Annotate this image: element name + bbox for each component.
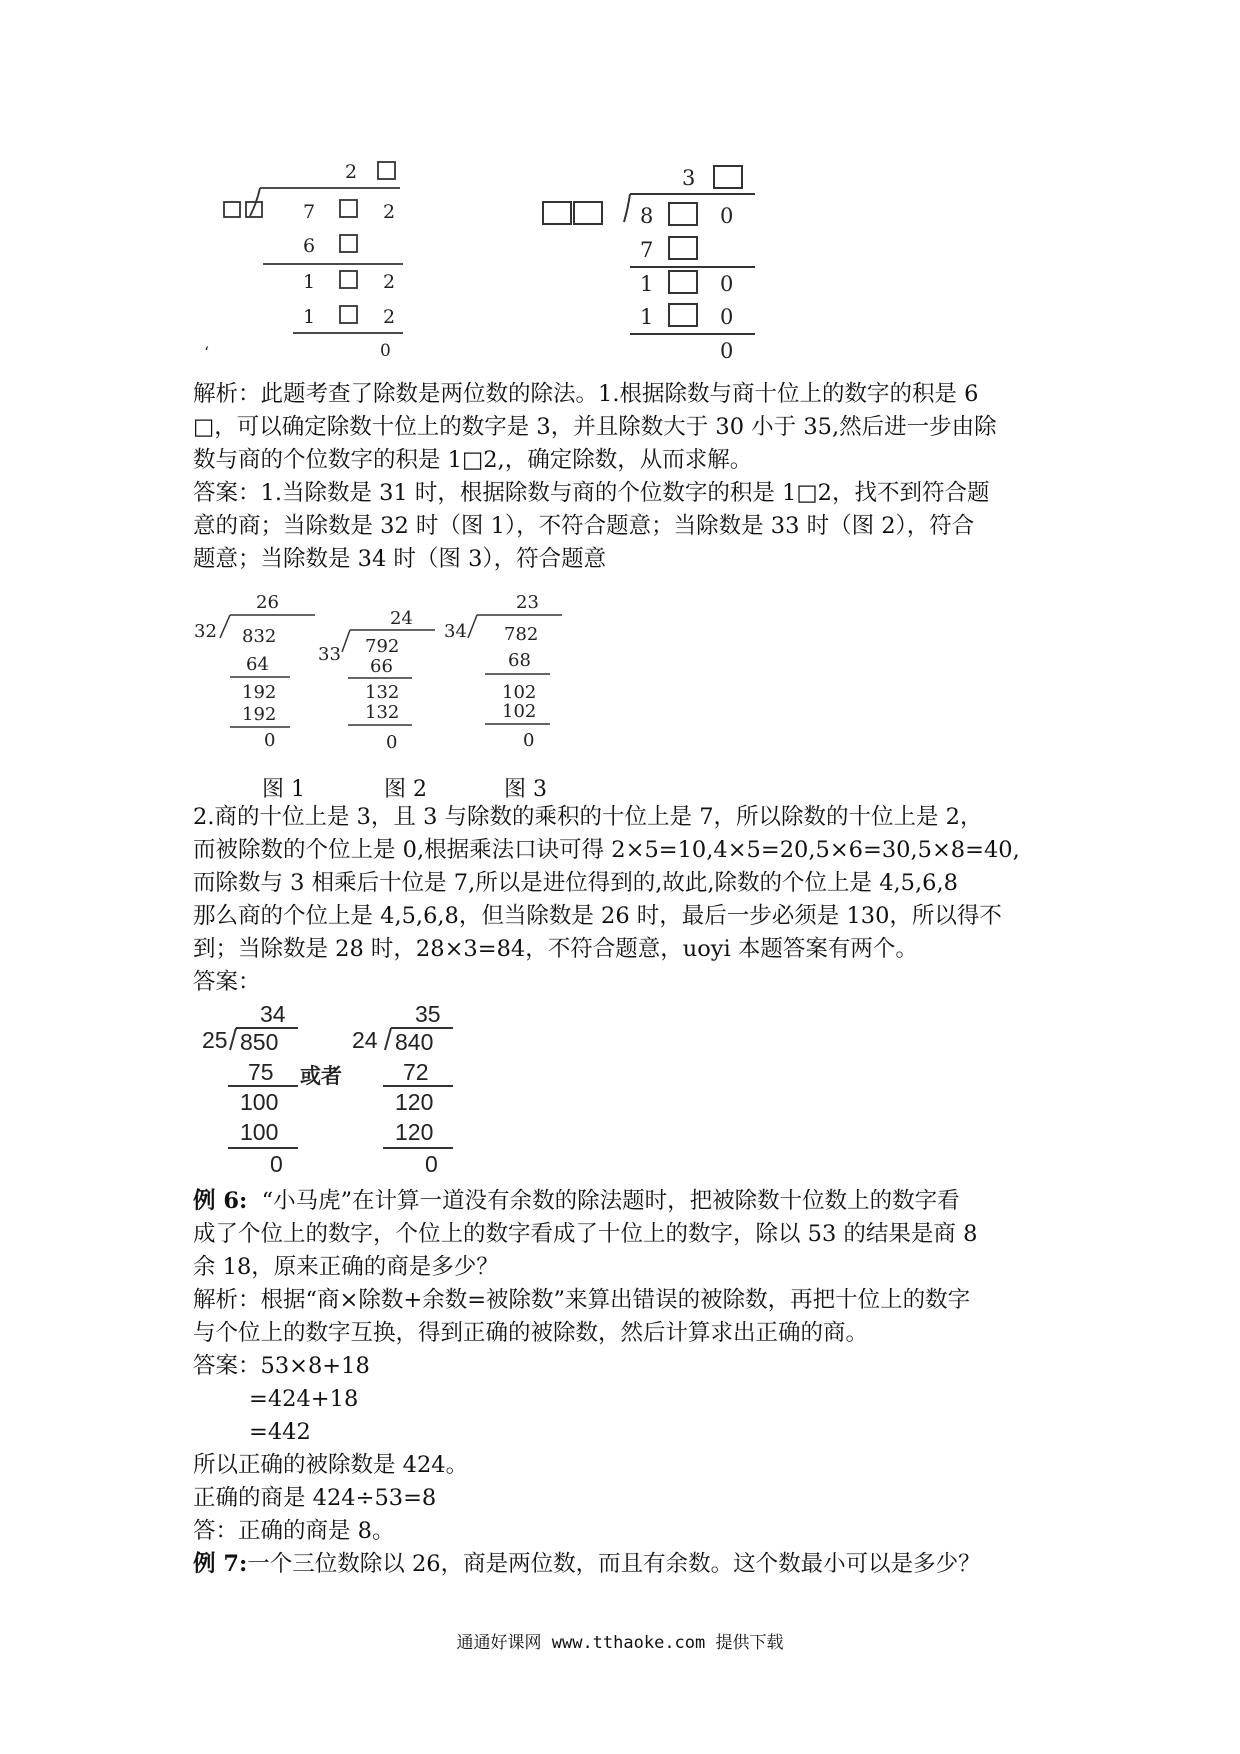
left-product2-ones: 2	[383, 306, 396, 328]
text-line	[193, 1185, 1073, 1218]
text-line: 正确的商是 424÷53=8	[193, 1485, 437, 1511]
page-footer: 通通好课网 www.tthaoke.com 提供下载	[456, 1633, 784, 1653]
left-product1-ones-box	[340, 235, 357, 252]
answer-division-left	[202, 1001, 298, 1177]
text-line: 而除数与 3 相乘后十位是 7,所以是进位得到的,故此,除数的个位上是 4,5,6,8	[193, 870, 958, 896]
example-6-problem	[193, 1185, 1073, 1284]
left-division-puzzle	[204, 161, 403, 362]
example-6-analysis	[193, 1284, 1073, 1350]
answer-left-product2: 100	[240, 1119, 279, 1145]
figure-caption-1: 图 1	[262, 777, 305, 802]
right-remainder1-tens-box	[669, 271, 697, 293]
text-line: 解析：此题考查了除数是两位数的除法。1.根据除数与商十位上的数字的积是 6	[193, 381, 979, 407]
answer-right-final: 0	[425, 1151, 438, 1177]
text-line: =424+18	[249, 1386, 359, 1412]
fig2-division-bracket	[342, 630, 350, 652]
answer-right-product1: 72	[403, 1059, 429, 1085]
right-divisor-box-2	[574, 202, 602, 224]
example-6-label: 例 6:	[193, 1188, 248, 1214]
left-remainder1-hundreds: 1	[303, 271, 316, 293]
answer-right-quotient: 35	[415, 1001, 441, 1027]
worked-division-fig1	[194, 592, 315, 751]
left-product1-tens: 6	[303, 235, 316, 257]
text-line: 而被除数的个位上是 0,根据乘法口诀可得 2×5=10,4×5=20,5×6=30,5×8=40,	[193, 837, 1020, 863]
text-line: 答：正确的商是 8。	[193, 1518, 395, 1544]
right-division-puzzle	[543, 166, 755, 363]
answer-right-remainder1: 120	[395, 1089, 434, 1115]
fig3-quotient: 23	[516, 592, 539, 613]
left-dividend-ones: 2	[383, 201, 396, 223]
right-product2-tens-box	[669, 304, 697, 326]
answer-right-divisor: 24	[352, 1027, 378, 1053]
left-product2-hundreds: 1	[303, 306, 316, 328]
left-stray-mark: ʻ	[204, 343, 210, 362]
text-line: =442	[249, 1419, 311, 1445]
text-line: 解析：根据“商×除数+余数=被除数”来算出错误的被除数，再把十位上的数字	[193, 1287, 971, 1313]
right-remainder1-ones: 0	[720, 272, 734, 296]
analysis-paragraph-1	[193, 378, 1073, 477]
left-final-remainder: 0	[380, 341, 391, 361]
left-divisor-box-1	[224, 202, 240, 217]
example-7-text: 一个三位数除以 26，商是两位数，而且有余数。这个数最小可以是多少？	[247, 1551, 981, 1577]
fig1-product2: 192	[242, 704, 277, 725]
answer-left-divisor: 25	[202, 1027, 228, 1053]
fig1-quotient: 26	[256, 592, 279, 613]
answer-left-product1: 75	[248, 1059, 274, 1085]
fig3-divisor: 34	[444, 621, 467, 642]
fig2-quotient: 24	[390, 608, 413, 629]
left-dividend-hundreds: 7	[303, 201, 316, 223]
answer-left-final: 0	[270, 1151, 283, 1177]
text-line: 答案：	[193, 969, 261, 995]
fig3-remainder1: 102	[502, 682, 537, 703]
left-dividend-tens-box	[340, 200, 357, 217]
right-quotient-ones-box	[714, 166, 742, 188]
left-quotient-ones-box	[378, 162, 395, 179]
text-line: 所以正确的被除数是 424。	[193, 1452, 469, 1478]
example-7-label: 例 7:	[193, 1551, 248, 1577]
fig2-divisor: 33	[318, 644, 341, 665]
text-line: 与个位上的数字互换，得到正确的被除数，然后计算求出正确的商。	[193, 1320, 869, 1346]
example-6-line-1: “小马虎”在计算一道没有余数的除法题时，把被除数十位数上的数字看	[261, 1188, 960, 1214]
right-dividend-hundreds: 8	[640, 204, 654, 228]
right-product1-ones-box	[669, 237, 697, 259]
fig3-product2: 102	[502, 701, 537, 722]
fig1-product1: 64	[246, 654, 269, 675]
answer-left-remainder1: 100	[240, 1089, 279, 1115]
fig2-product1: 66	[370, 656, 393, 677]
figure-caption-2: 图 2	[384, 777, 427, 802]
fig1-division-bracket	[220, 615, 230, 638]
fig2-remainder1: 132	[365, 682, 400, 703]
fig1-final: 0	[264, 730, 276, 751]
fig3-product1: 68	[508, 650, 531, 671]
left-remainder1-tens-box	[340, 271, 357, 288]
right-product2-ones: 0	[720, 305, 734, 329]
answer-right-dividend: 840	[395, 1029, 434, 1055]
text-line: 那么商的个位上是 4,5,6,8，但当除数是 26 时，最后一步必须是 130，所以得不	[193, 903, 1002, 929]
fig2-final: 0	[386, 732, 398, 753]
text-line: 到；当除数是 28 时，28×3=84，不符合题意，uoyi 本题答案有两个。	[193, 936, 918, 962]
text-line: 成了个位上的数字，个位上的数字看成了十位上的数字，除以 53 的结果是商 8	[193, 1221, 978, 1247]
text-line: 答案：1.当除数是 31 时，根据除数与商的个位数字的积是 1□2，找不到符合题	[193, 480, 990, 506]
fig3-division-bracket	[468, 615, 477, 638]
text-line: 余 18，原来正确的商是多少？	[193, 1254, 499, 1280]
left-product2-tens-box	[340, 306, 357, 323]
answer-right-division-bracket	[385, 1028, 391, 1050]
example-7-problem	[193, 1548, 1073, 1581]
text-line: 意的商；当除数是 32 时（图 1），不符合题意；当除数是 33 时（图 2），符合	[193, 513, 975, 539]
fig2-dividend: 792	[365, 636, 400, 657]
text-line: □，可以确定除数十位上的数字是 3，并且除数大于 30 小于 35,然后进一步由除	[193, 414, 997, 440]
right-division-bracket	[624, 194, 630, 222]
right-final-remainder: 0	[720, 339, 734, 363]
fig1-divisor: 32	[194, 621, 217, 642]
text-line	[193, 1548, 1073, 1581]
worked-divisions-figure	[190, 590, 590, 760]
answer-paragraph-2	[193, 801, 1073, 999]
right-product1-tens: 7	[640, 238, 654, 262]
right-quotient-tens: 3	[682, 166, 696, 190]
answer-divisions-figure	[200, 1000, 480, 1180]
fig1-dividend: 832	[242, 626, 277, 647]
example-6-answer	[193, 1350, 1073, 1548]
fig3-dividend: 782	[504, 624, 539, 645]
worked-division-fig2	[318, 608, 435, 753]
answer-left-dividend: 850	[240, 1029, 279, 1055]
fig3-final: 0	[523, 730, 535, 751]
right-divisor-box-1	[543, 202, 571, 224]
right-dividend-tens-box	[669, 203, 697, 225]
answer-left-division-bracket	[230, 1028, 236, 1050]
division-puzzle-figure	[200, 150, 780, 365]
right-remainder1-hundreds: 1	[640, 272, 654, 296]
fig1-remainder1: 192	[242, 682, 277, 703]
text-line: 2.商的十位上是 3，且 3 与除数的乘积的十位上是 7，所以除数的十位上是 2，	[193, 804, 983, 830]
text-line: 答案：53×8+18	[193, 1353, 370, 1379]
answer-left-quotient: 34	[260, 1001, 286, 1027]
text-line: 题意；当除数是 34 时（图 3），符合题意	[193, 546, 607, 572]
right-product2-hundreds: 1	[640, 305, 654, 329]
right-dividend-ones: 0	[720, 204, 734, 228]
left-remainder1-ones: 2	[383, 271, 396, 293]
text-line: 数与商的个位数字的积是 1□2,，确定除数，从而求解。	[193, 447, 753, 473]
fig2-product2: 132	[365, 702, 400, 723]
answer-connector: 或者	[300, 1063, 342, 1088]
answer-division-right	[352, 1001, 453, 1177]
answer-paragraph-1	[193, 477, 1073, 576]
worked-division-fig3	[444, 592, 562, 751]
left-quotient-tens: 2	[345, 161, 358, 183]
figure-caption-3: 图 3	[504, 777, 547, 802]
answer-right-product2: 120	[395, 1119, 434, 1145]
